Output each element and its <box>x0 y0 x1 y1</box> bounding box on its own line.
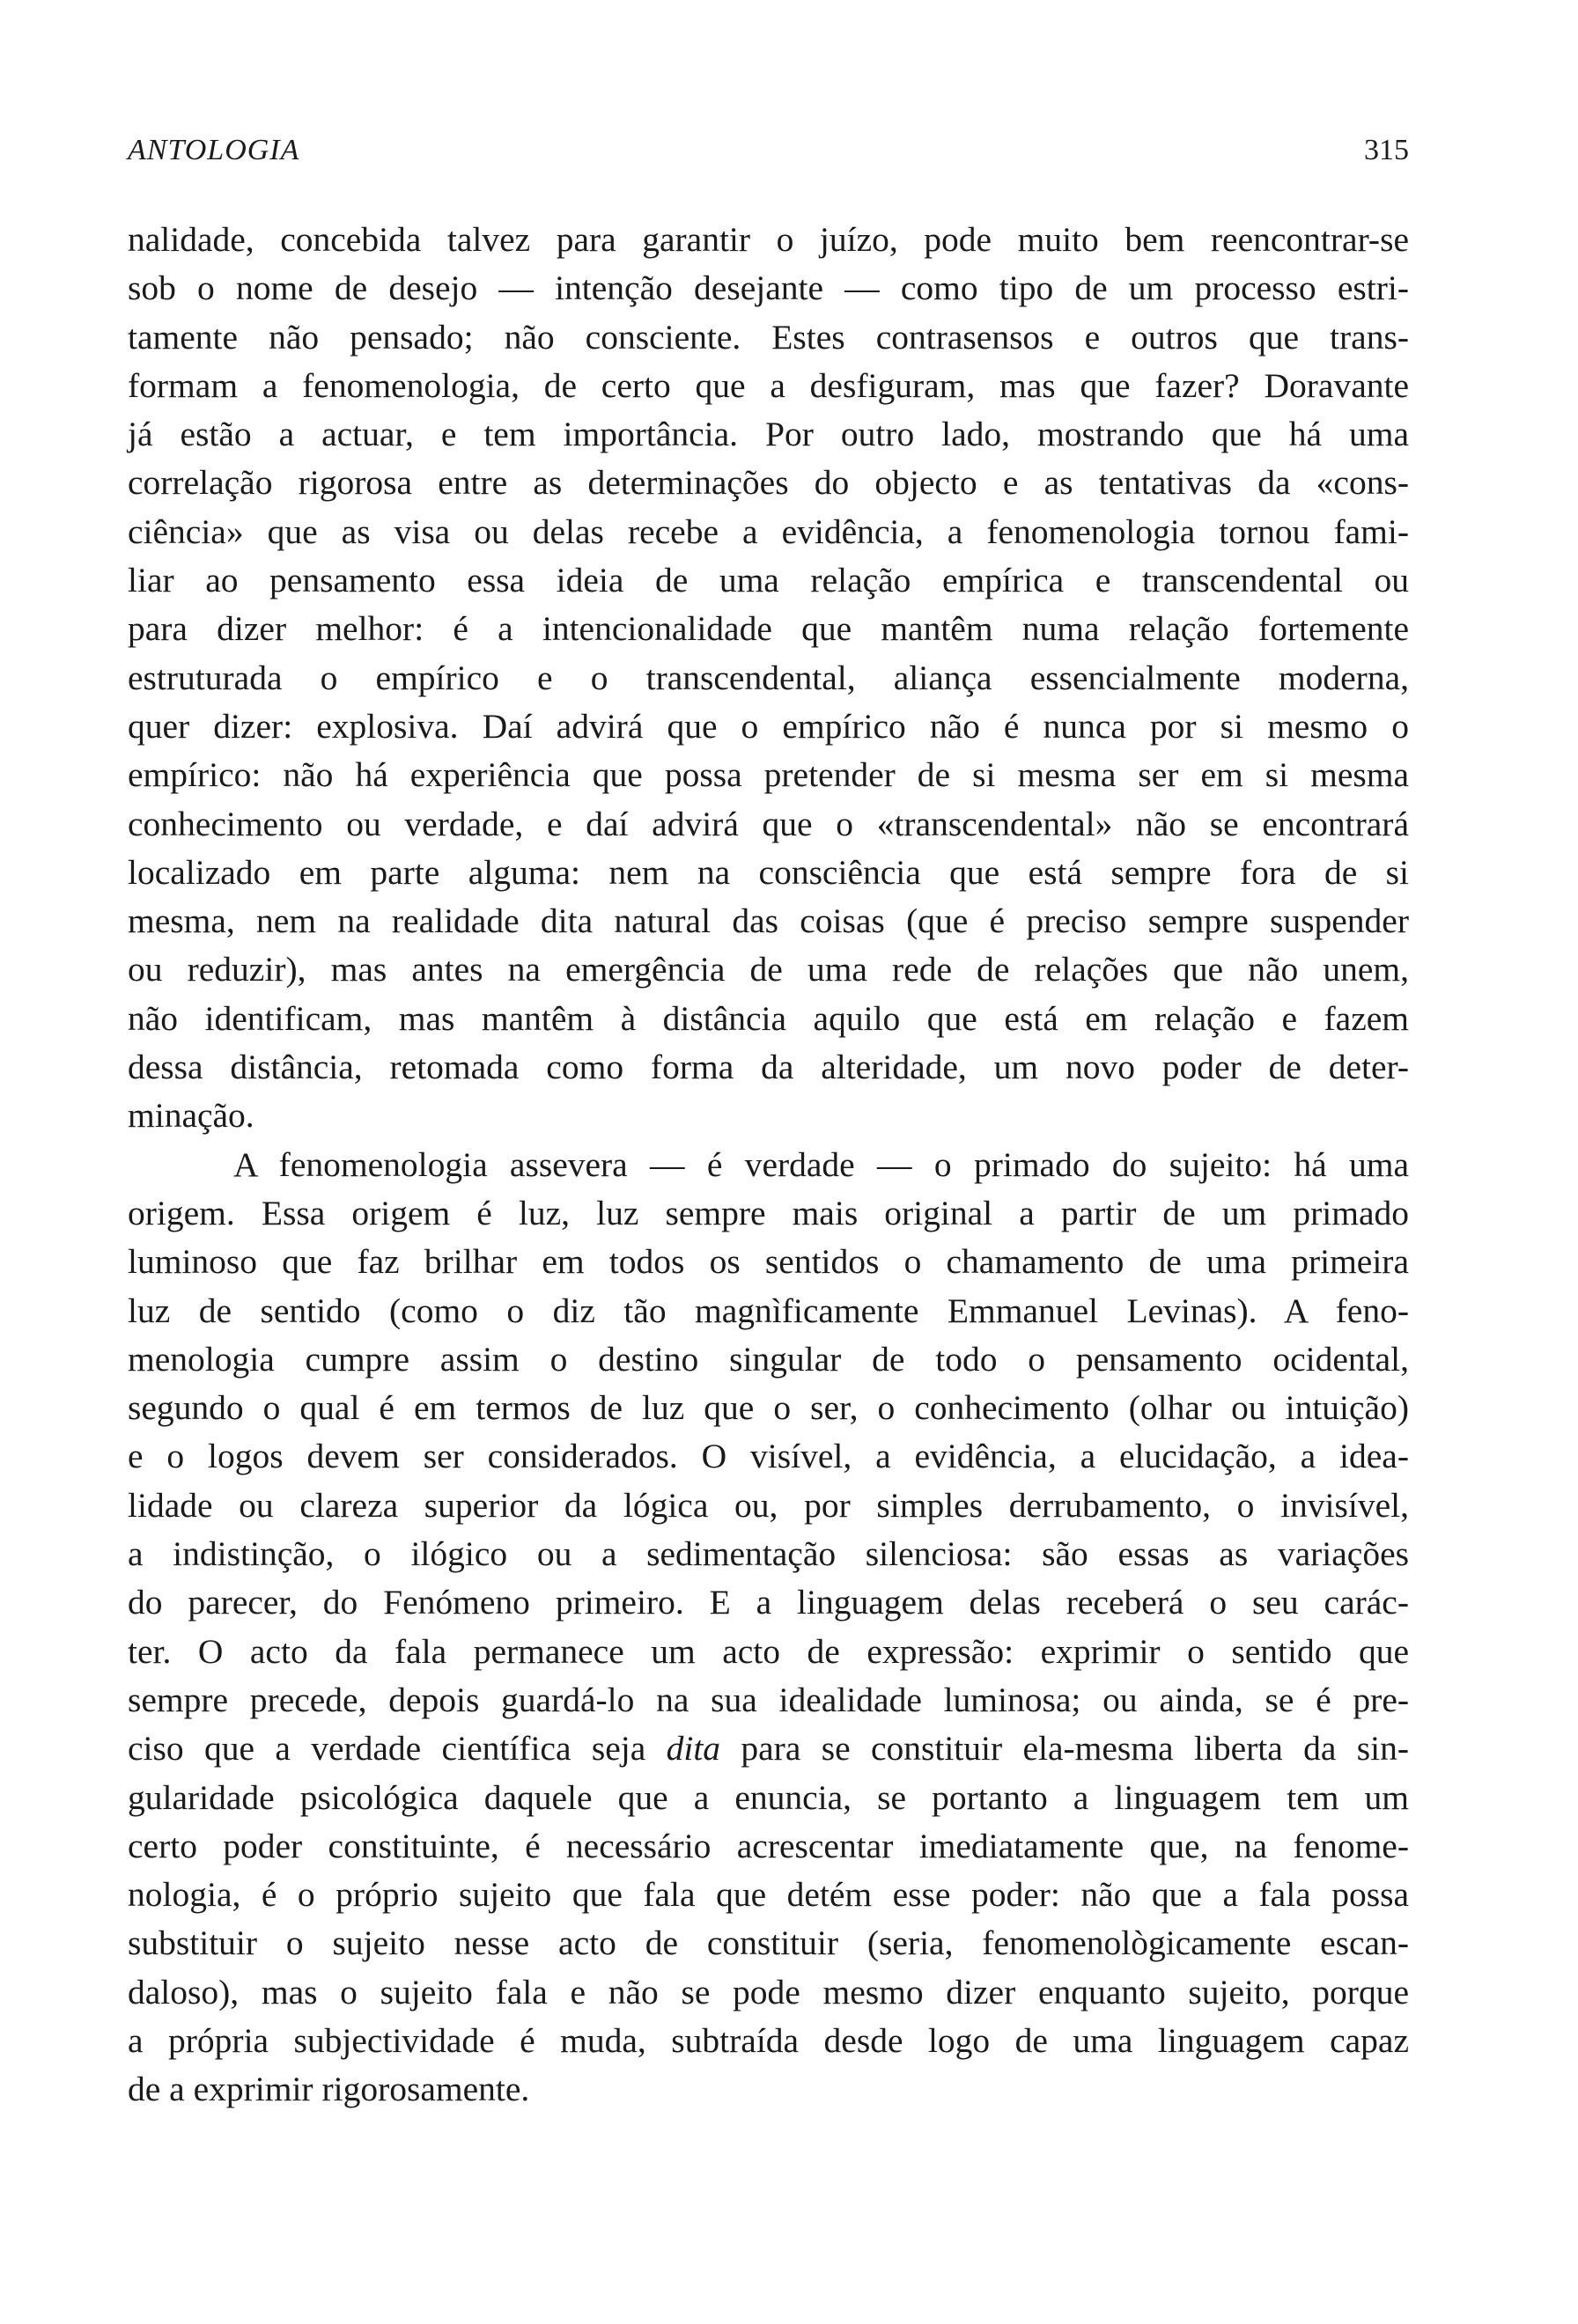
text-line: quer dizer: explosiva. Daí advirá que o empírico não é nunca por si mesmo o <box>128 706 1409 746</box>
text-line: ciência» que as visa ou delas recebe a evidência, a fenomenologia tornou fami- <box>128 511 1409 551</box>
text-line: a indistinção, o ilógico ou a sedimentação silenciosa: são essas as variações <box>128 1534 1409 1574</box>
text-line: sempre precede, depois guardá-lo na sua idealidade luminosa; ou ainda, se é pre- <box>128 1680 1409 1719</box>
text-line: substituir o sujeito nesse acto de constituir (seria, fenomenològicamente escan- <box>128 1923 1409 1963</box>
text-segment: para se constituir ela-mesma liberta da sin- <box>720 1729 1410 1769</box>
text-line: nologia, é o próprio sujeito que fala que detém esse poder: não que a fala possa <box>128 1875 1409 1915</box>
text-line: gularidade psicológica daquele que a enuncia, se portanto a linguagem tem um <box>128 1777 1409 1817</box>
text-line: segundo o qual é em termos de luz que o ser, o conhecimento (olhar ou intuição) <box>128 1388 1409 1428</box>
body-text <box>128 216 1409 2114</box>
text-line: localizado em parte alguma: nem na consciência que está sempre fora de si <box>128 852 1409 892</box>
text-line: tamente não pensado; não consciente. Estes contrasensos e outros que trans- <box>128 317 1409 357</box>
text-line: luminoso que faz brilhar em todos os sentidos o chamamento de uma primeira <box>128 1242 1409 1282</box>
text-line: ou reduzir), mas antes na emergência de uma rede de relações que não unem, <box>128 950 1409 989</box>
running-title: ANTOLOGIA <box>128 134 300 166</box>
text-line: estruturada o empírico e o transcendental, aliança essencialmente moderna, <box>128 658 1409 697</box>
paragraph-start-line: A fenomenologia assevera — é verdade — o primado do sujeito: há uma <box>233 1144 1409 1184</box>
page-number: 315 <box>1364 134 1409 166</box>
text-line: mesma, nem na realidade dita natural das coisas (que é preciso sempre suspender <box>128 901 1409 941</box>
italic-word: dita <box>666 1729 721 1769</box>
text-line: luz de sentido (como o diz tão magnìficamente Emmanuel Levinas). A feno- <box>128 1291 1409 1330</box>
text-line: lidade ou clareza superior da lógica ou, por simples derrubamento, o invisível, <box>128 1485 1409 1525</box>
text-line: para dizer melhor: é a intencionalidade que mantêm numa relação fortemente <box>128 609 1409 649</box>
text-line: não identificam, mas mantêm à distância aquilo que está em relação e fazem <box>128 998 1409 1038</box>
text-line: já estão a actuar, e tem importância. Por outro lado, mostrando que há uma <box>128 415 1409 454</box>
text-line: certo poder constituinte, é necessário acrescentar imediatamente que, na fenome- <box>128 1826 1409 1865</box>
text-segment: ciso que a verdade científica seja <box>128 1729 646 1769</box>
text-line: minação. <box>128 1096 254 1136</box>
text-line: conhecimento ou verdade, e daí advirá que o «transcendental» não se encontrará <box>128 804 1409 843</box>
text-line: dessa distância, retomada como forma da alteridade, um novo poder de deter- <box>128 1048 1409 1087</box>
text-line: e o logos devem ser considerados. O visível, a evidência, a elucidação, a idea- <box>128 1437 1409 1476</box>
text-line: daloso), mas o sujeito fala e não se pode mesmo dizer enquanto sujeito, porque <box>128 1972 1409 2011</box>
text-line: a própria subjectividade é muda, subtraída desde logo de uma linguagem capaz <box>128 2020 1409 2060</box>
text-line: origem. Essa origem é luz, luz sempre mais original a partir de um primado <box>128 1193 1409 1232</box>
text-line: de a exprimir rigorosamente. <box>128 2070 530 2109</box>
text-line: formam a fenomenologia, de certo que a desfiguram, mas que fazer? Doravante <box>128 365 1409 405</box>
text-line: nalidade, concebida talvez para garantir o juízo, pode muito bem reencontrar-se <box>128 220 1409 259</box>
text-line-with-italic <box>128 1725 1409 1773</box>
running-head <box>128 134 1409 178</box>
text-line: correlação rigorosa entre as determinações do objecto e as tentativas da «cons- <box>128 463 1409 503</box>
text-line: liar ao pensamento essa ideia de uma relação empírica e transcendental ou <box>128 561 1409 600</box>
text-line: menologia cumpre assim o destino singular de todo o pensamento ocidental, <box>128 1339 1409 1379</box>
text-line: ter. O acto da fala permanece um acto de expressão: exprimir o sentido que <box>128 1631 1409 1671</box>
text-line: empírico: não há experiência que possa pretender de si mesma ser em si mesma <box>128 755 1409 795</box>
text-line: sob o nome de desejo — intenção desejante — como tipo de um processo estri- <box>128 268 1409 308</box>
text-line: do parecer, do Fenómeno primeiro. E a linguagem delas receberá o seu carác- <box>128 1583 1409 1622</box>
